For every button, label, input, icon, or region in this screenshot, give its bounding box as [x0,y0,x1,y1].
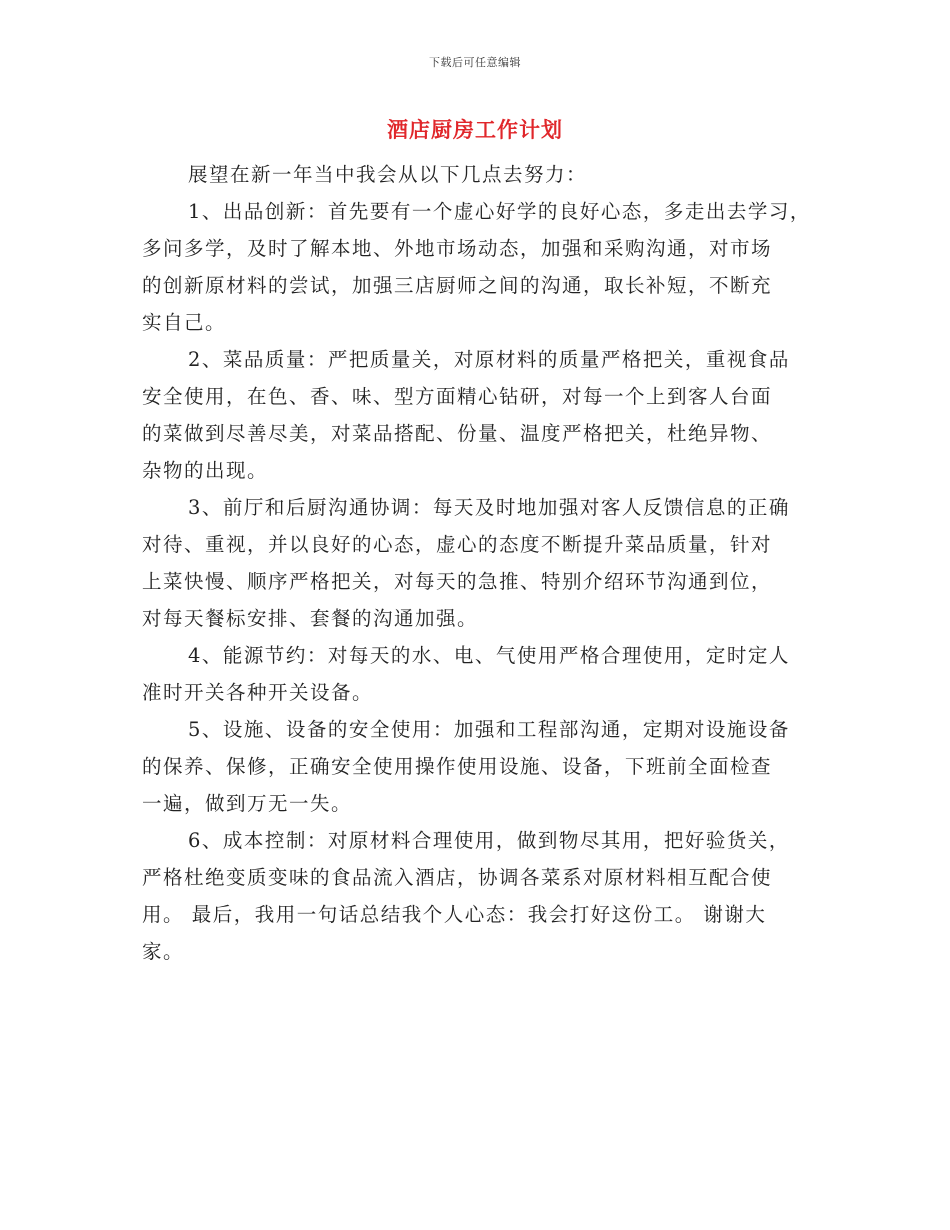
paragraph-line: 6、成本控制：对原材料合理使用，做到物尽其用，把好验货关， [188,829,790,852]
paragraph-dish-quality [142,341,812,489]
paragraph-line: 对每天餐标安排、套餐的沟通加强。 [142,607,479,630]
paragraph-line: 杂物的出现。 [142,459,269,482]
paragraph-line: 安全使用，在色、香、味、型方面精心钻研，对每一个上到客人台面 [142,385,773,408]
document-body [142,156,812,970]
paragraph-line: 多问多学，及时了解本地、外地市场动态，加强和采购沟通，对市场 [142,237,773,260]
paragraph-cost-control [142,822,812,970]
paragraph-line: 的保养、保修，正确安全使用操作使用设施、设备，下班前全面检查 [142,755,773,778]
paragraph-line: 4、能源节约：对每天的水、电、气使用严格合理使用，定时定人 [188,644,790,667]
paragraph-line: 1、出品创新：首先要有一个虚心好学的良好心态，多走出去学习， [188,200,811,223]
paragraph-line: 的创新原材料的尝试，加强三店厨师之间的沟通，取长补短，不断充 [142,274,773,297]
paragraph-equipment-safety [142,711,812,822]
paragraph-line: 一遍，做到万无一失。 [142,792,353,815]
header-note: 下载后可任意编辑 [429,56,521,69]
paragraph-product-innovation [142,193,812,341]
paragraph-line: 2、菜品质量：严把质量关，对原材料的质量严格把关，重视食品 [188,348,790,371]
paragraph-line: 上菜快慢、顺序严格把关，对每天的急推、特别介绍环节沟通到位， [142,570,773,593]
paragraph-line: 5、设施、设备的安全使用：加强和工程部沟通，定期对设施设备 [188,718,790,741]
paragraph-line: 3、前厅和后厨沟通协调：每天及时地加强对客人反馈信息的正确 [188,496,790,519]
document-title: 酒店厨房工作计划 [387,117,563,142]
paragraph-line: 的菜做到尽善尽美，对菜品搭配、份量、温度严格把关，杜绝异物、 [142,422,773,445]
paragraph-line: 家。 [142,940,185,963]
paragraph-line: 展望在新一年当中我会从以下几点去努力： [188,163,588,186]
paragraph-line: 对待、重视，并以良好的心态，虚心的态度不断提升菜品质量，针对 [142,533,773,556]
paragraph-line: 实自己。 [142,311,227,334]
paragraph-line: 准时开关各种开关设备。 [142,681,374,704]
paragraph-energy-saving [142,637,812,711]
paragraph-line: 用。 最后，我用一句话总结我个人心态：我会打好这份工。 谢谢大 [142,903,767,926]
paragraph-communication [142,489,812,637]
paragraph-line: 严格杜绝变质变味的食品流入酒店，协调各菜系对原材料相互配合使 [142,866,773,889]
intro-paragraph [142,156,812,193]
